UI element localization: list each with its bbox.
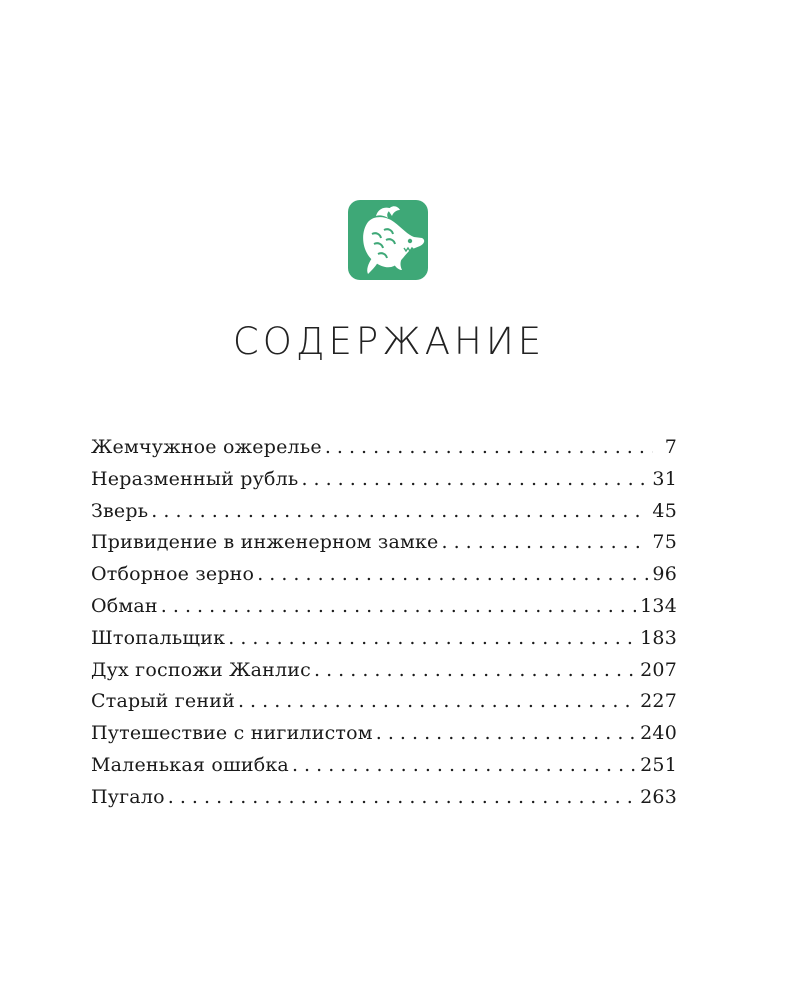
toc-entry-title: Зверь <box>91 499 149 522</box>
dot-leader <box>151 496 648 528</box>
toc-entry-title: Старый гений <box>91 690 235 713</box>
toc-entry-page: 31 <box>652 467 677 490</box>
dot-leader <box>292 750 636 782</box>
toc-entry-page: 251 <box>640 753 677 776</box>
toc-entry-title: Дух госпожи Жанлис <box>91 658 312 681</box>
toc-entry-title: Штопальщик <box>91 626 226 649</box>
toc-entry[interactable] <box>91 496 677 528</box>
dot-leader <box>257 559 648 591</box>
toc-entry[interactable] <box>91 464 677 496</box>
chapter-emblem <box>348 200 428 280</box>
toc-entry[interactable] <box>91 718 677 750</box>
toc-entry-page: 96 <box>652 563 677 586</box>
toc-entry-page: 263 <box>640 785 677 808</box>
toc-entry[interactable] <box>91 527 677 559</box>
dot-leader <box>301 464 648 496</box>
toc-entry[interactable] <box>91 655 677 687</box>
dot-leader <box>376 718 636 750</box>
toc-entry-title: Пугало <box>91 785 165 808</box>
table-of-contents <box>91 432 677 814</box>
dot-leader <box>325 432 653 464</box>
toc-entry[interactable] <box>91 591 677 623</box>
dot-leader <box>314 655 636 687</box>
dot-leader <box>238 686 636 718</box>
toc-entry-page: 227 <box>640 690 677 713</box>
toc-entry-title: Жемчужное ожерелье <box>91 436 322 458</box>
toc-entry-title: Путешествие с нигилистом <box>91 722 373 745</box>
toc-entry-title: Привидение в инженерном замке <box>91 531 439 554</box>
toc-entry-title: Обман <box>91 594 158 617</box>
dot-leader <box>441 527 648 559</box>
toc-entry-page: 75 <box>652 531 677 554</box>
toc-entry-page: 240 <box>640 722 677 745</box>
toc-entry-page: 134 <box>640 594 677 617</box>
toc-entry[interactable] <box>91 623 677 655</box>
toc-entry-title: Отборное зерно <box>91 563 255 586</box>
toc-entry[interactable] <box>91 750 677 782</box>
toc-entry-page: 7 <box>664 436 677 458</box>
toc-entry[interactable] <box>91 559 677 591</box>
toc-entry-title: Неразменный рубль <box>91 467 299 490</box>
toc-entry[interactable] <box>91 686 677 718</box>
fish-icon <box>348 200 428 280</box>
dot-leader <box>168 782 636 814</box>
toc-entry-page: 207 <box>640 658 677 681</box>
toc-entry-page: 183 <box>640 626 677 649</box>
toc-entry-page: 45 <box>652 499 677 522</box>
dot-leader <box>161 591 636 623</box>
dot-leader <box>228 623 636 655</box>
contents-heading: СОДЕРЖАНИЕ <box>232 320 546 363</box>
toc-entry-title: Маленькая ошибка <box>91 753 289 776</box>
toc-entry[interactable] <box>91 432 677 464</box>
toc-entry[interactable] <box>91 782 677 814</box>
